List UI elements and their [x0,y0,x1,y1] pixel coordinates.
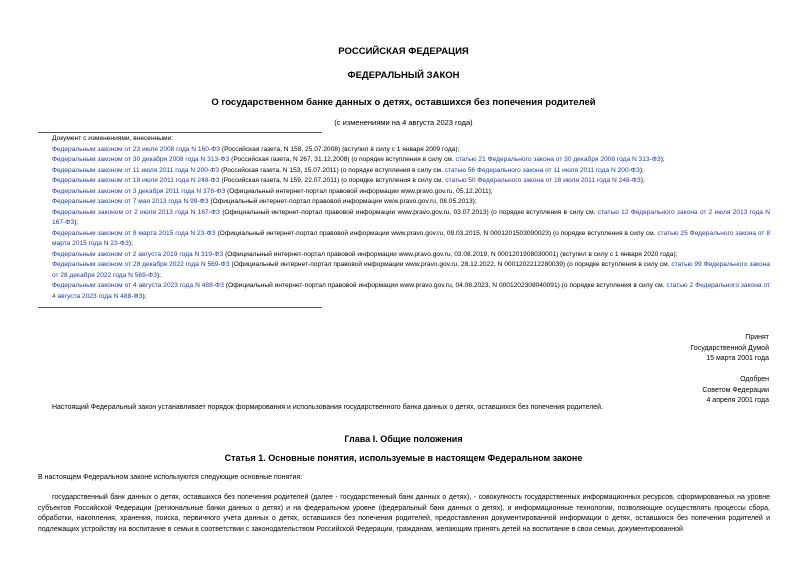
change-item-tail: ); [128,240,133,247]
doc-type-heading: ФЕДЕРАЛЬНЫЙ ЗАКОН [347,70,460,81]
change-item [38,208,770,229]
change-item-tail: ); [156,271,161,279]
change-item-tail: ); [142,292,147,300]
chapter-title: Глава I. Общие положения [344,434,463,444]
adoption-approved [702,375,769,407]
approved-line-1: Одобрен [740,376,769,383]
entry-into-force-link[interactable]: статью 50 Федерального закона от 18 июля 2011 года N 248-ФЗ [445,177,641,184]
change-item-text: (Официальный интернет-портал правовой информации www.pravo.gov.ru, 03.07.2013) (о порядке вступления в силу см. [219,208,598,216]
change-item-text: (Российская газета, N 158, 25.07.2008) (вступил в силу с 1 января 2009 года); [220,145,460,153]
adoption-accepted [690,333,769,365]
change-item [38,281,770,302]
change-item [38,145,770,156]
entry-into-force-link[interactable]: статью 21 Федерального закона от 30 декабря 2008 года N 313-ФЗ [455,156,661,163]
amending-law-link[interactable]: Федеральным законом от 11 июля 2011 года N 200-ФЗ [52,166,220,174]
change-item-text: (Официальный интернет-портал правовой информации www.pravo.gov.ru, 03.08.2019, N 0001201908030001) (вступил в силу с 1 января 2020 года); [223,250,678,258]
amending-law-link[interactable]: Федеральным законом от 2 августа 2019 года N 319-ФЗ [52,250,224,258]
change-item [38,197,770,208]
amending-law-link[interactable]: Федеральным законом от 28 декабря 2022 года N 569-ФЗ [52,261,230,268]
changes-list [38,134,770,302]
accepted-line-2: Государственной Думой [690,344,769,352]
changes-top-rule [38,132,322,133]
change-item [38,250,770,261]
amending-law-link[interactable]: Федеральным законом от 23 июля 2008 года N 160-ФЗ [52,145,221,153]
article-text: государственный банк данных о детях, оставшихся без попечения родителей (далее - государственный банк данных о детях), - совокупность государственных информационных ресурсов, сформированных на уровне субъектов Российской Федерации (региональные банки данных о детях) и на федеральном уровне (федеральный банк данных о детях), и информационные технологии, позволяющие осуществлять процессы сбора, обработки, накопления, хранения, поиска, первичного учета данных о детях, оставшихся без попечения родителей, предоставления документированной информации о детях, оставшихся без попечения родителей и подлежащих устройству на воспитание в семьи в соответствии с законодательством Российской Федерации, гражданам, желающим принять детей на воспитание в свои семьи, документированной [38,494,770,533]
amending-law-link[interactable]: Федеральным законом от 7 мая 2013 года N 99-ФЗ [52,198,209,205]
change-item [38,260,770,281]
document-title: О государственном банке данных о детях, оставшихся без попечения родителей [211,97,596,108]
preamble: Настоящий Федеральный закон устанавливает порядок формирования и использования государственного банка данных о детях, оставшихся без попечения родителей. [52,404,604,411]
change-item-tail: ); [74,219,79,226]
amending-law-link[interactable]: Федеральным законом от 2 июля 2013 года N 167-ФЗ [52,208,220,216]
change-item-text: (Официальный интернет-портал правовой информации www.pravo.gov.ru, 04.08.2023, N 0001202308040091) (о порядке вступления в силу см. [223,282,667,289]
change-item-text: (Официальный интернет-портал правовой информации www.pravo.gov.ru, 09.03.2015, N 0001201503090023) (о порядке вступления в силу см. [215,229,658,237]
article-title: Статья 1. Основные понятия, используемые в настоящем Федеральном законе [224,453,583,463]
accepted-line-1: Принят [745,334,769,341]
change-item [38,176,770,187]
changes-bottom-rule [38,307,322,308]
change-item-tail: ); [639,166,644,174]
change-item-text: (Российская газета, N 267, 31.12.2008) (о порядке вступления в силу см. [229,156,456,163]
amending-law-link[interactable]: Федеральным законом от 4 августа 2023 года N 488-ФЗ [52,282,224,289]
entry-into-force-link[interactable]: статью 99 Федерального закона от 28 декабря 2022 года N 569-ФЗ [52,261,770,279]
change-item-text: (Официальный интернет-портал правовой информации www.pravo.gov.ru, 28.12.2022, N 0001202212280039) (о порядке вступления в силу см. [229,261,672,268]
change-item [38,187,770,198]
article-intro: В настоящем Федеральном законе используются следующие основные понятия: [38,474,303,481]
approved-line-2: Советом Федерации [702,386,769,394]
change-item [38,229,770,250]
amending-law-link[interactable]: Федеральным законом от 18 июля 2011 года N 248-ФЗ [52,177,220,184]
change-item [38,166,770,177]
change-item-text: (Официальный интернет-портал правовой информации www.pravo.gov.ru, 08.05.2013); [208,198,477,205]
entry-into-force-link[interactable]: статью 2 Федерального закона от 4 августа 2023 года N 488-ФЗ [52,282,771,300]
country-heading: РОССИЙСКАЯ ФЕДЕРАЦИЯ [338,46,469,57]
edition-note: (с изменениями на 4 августа 2023 года) [334,118,473,127]
change-item [38,155,770,166]
entry-into-force-link[interactable]: статью 12 Федерального закона от 2 июля 2013 года N 167-ФЗ [52,208,770,226]
changes-intro: Документ с изменениями, внесенными: [52,135,174,142]
amending-law-link[interactable]: Федеральным законом от 8 марта 2015 года N 23-ФЗ [52,229,216,237]
change-item-tail: ); [660,156,665,163]
change-item-text: (Российская газета, N 153, 15.07.2011) (о порядке вступления в силу см. [219,166,445,174]
change-item-text: (Официальный интернет-портал правовой информации www.pravo.gov.ru, 05.12.2011); [225,187,493,195]
approved-line-3: 4 апреля 2001 года [706,397,769,404]
entry-into-force-link[interactable]: статью 25 Федерального закона от 8 марта 2015 года N 23-ФЗ [52,229,770,247]
entry-into-force-link[interactable]: статью 56 Федерального закона от 11 июля 2011 года N 200-ФЗ [444,166,640,174]
change-item-text: (Российская газета, N 159, 22.07.2011) (о порядке вступления в силу см. [219,177,446,184]
accepted-line-3: 15 марта 2001 года [706,355,769,362]
change-item-tail: ); [640,177,645,184]
amending-law-link[interactable]: Федеральным законом от 30 декабря 2008 года N 313-ФЗ [52,156,230,163]
amending-law-link[interactable]: Федеральным законом от 3 декабря 2011 года N 378-ФЗ [52,187,226,195]
